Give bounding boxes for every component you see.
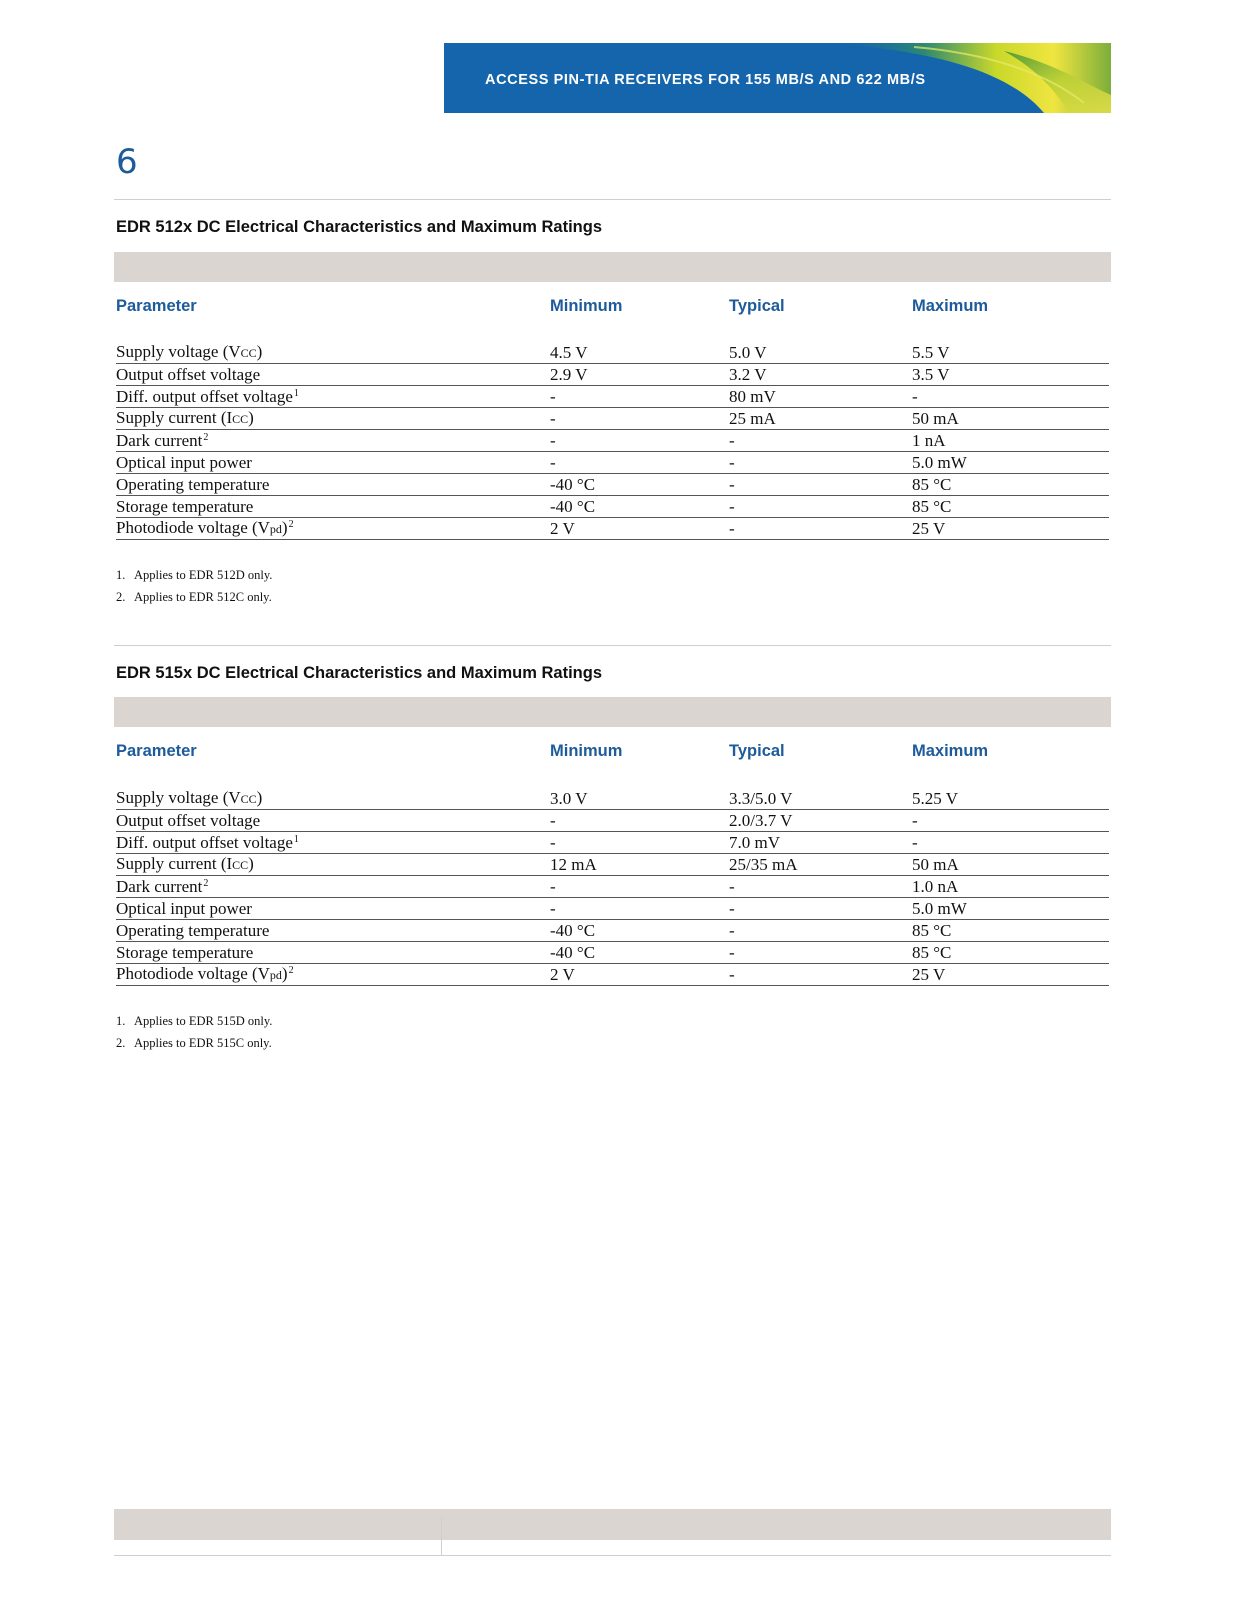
column-header-maximum: Maximum: [912, 742, 989, 760]
table-row: [116, 788, 1109, 810]
maximum-cell: 85 °C: [912, 475, 952, 494]
table-row: [116, 386, 1109, 408]
header-banner: [444, 43, 1111, 113]
maximum-cell: 25 V: [912, 965, 946, 984]
minimum-cell: 12 mA: [550, 855, 597, 874]
parameter-cell: Dark current$^2$: [116, 431, 209, 450]
table-row: [116, 452, 1109, 474]
minimum-cell: -: [550, 431, 556, 450]
maximum-cell: 5.25 V: [912, 789, 958, 808]
maximum-cell: 85 °C: [912, 497, 952, 516]
minimum-cell: 3.0 V: [550, 789, 588, 808]
column-header-maximum: Maximum: [912, 297, 989, 315]
table-row: [116, 810, 1109, 832]
minimum-cell: -40 °C: [550, 921, 596, 940]
footnote-marker: 1: [293, 388, 299, 399]
table-row: [116, 518, 1109, 540]
parameter-cell: Supply current (ICC): [116, 408, 254, 427]
maximum-cell: 1 nA: [912, 431, 946, 450]
minimum-cell: 2.9 V: [550, 365, 588, 384]
table-row: [116, 964, 1109, 986]
parameter-cell: Supply voltage (VCC): [116, 342, 263, 361]
maximum-cell: -: [912, 387, 918, 406]
typical-cell: 25 mA: [729, 409, 776, 428]
divider: [114, 645, 1111, 646]
footnote-marker: 1: [293, 834, 299, 845]
minimum-cell: -40 °C: [550, 475, 596, 494]
column-header-typical: Typical: [729, 742, 785, 760]
minimum-cell: -: [550, 387, 556, 406]
column-header-typical: Typical: [729, 297, 785, 315]
table-row: [116, 854, 1109, 876]
parameter-cell: Output offset voltage: [116, 811, 261, 830]
parameter-cell: Photodiode voltage (Vpd)$^2$: [116, 964, 294, 983]
maximum-cell: 25 V: [912, 519, 946, 538]
typical-cell: -: [729, 431, 735, 450]
parameter-cell: Optical input power: [116, 899, 252, 918]
maximum-cell: -: [912, 833, 918, 852]
parameter-cell: Diff. output offset voltage$^1$: [116, 833, 299, 852]
typical-cell: 5.0 V: [729, 343, 767, 362]
footer-bar: [114, 1509, 1111, 1540]
minimum-cell: -: [550, 899, 556, 918]
page-number: 6: [116, 142, 138, 182]
maximum-cell: 5.5 V: [912, 343, 950, 362]
table-row: [116, 408, 1109, 430]
column-header-minimum: Minimum: [550, 742, 623, 760]
table-row: [116, 920, 1109, 942]
minimum-cell: 2 V: [550, 965, 575, 984]
column-header-minimum: Minimum: [550, 297, 623, 315]
ratings-table-515: [116, 788, 1109, 986]
table-row: [116, 898, 1109, 920]
column-header-parameter: Parameter: [116, 297, 197, 315]
ratings-table-512: [116, 342, 1109, 540]
footnote-marker: 2: [288, 519, 294, 530]
table-row: [116, 474, 1109, 496]
section-title: EDR 515x DC Electrical Characteristics and Maximum Ratings: [116, 664, 603, 682]
parameter-cell: Operating temperature: [116, 475, 270, 494]
table-row: [116, 430, 1109, 452]
typical-cell: -: [729, 965, 735, 984]
footnote-marker: 2: [288, 965, 294, 976]
minimum-cell: -: [550, 453, 556, 472]
maximum-cell: 85 °C: [912, 921, 952, 940]
minimum-cell: -: [550, 811, 556, 830]
minimum-cell: 4.5 V: [550, 343, 588, 362]
parameter-cell: Storage temperature: [116, 497, 254, 516]
section-title: EDR 512x DC Electrical Characteristics and Maximum Ratings: [116, 218, 603, 236]
maximum-cell: 50 mA: [912, 855, 959, 874]
parameter-cell: Dark current$^2$: [116, 877, 209, 896]
minimum-cell: -40 °C: [550, 497, 596, 516]
parameter-cell: Output offset voltage: [116, 365, 261, 384]
typical-cell: -: [729, 475, 735, 494]
parameter-cell: Storage temperature: [116, 943, 254, 962]
minimum-cell: -: [550, 833, 556, 852]
maximum-cell: 50 mA: [912, 409, 959, 428]
footnote: 2. Applies to EDR 515C only.: [116, 1036, 272, 1050]
maximum-cell: 3.5 V: [912, 365, 950, 384]
minimum-cell: -: [550, 877, 556, 896]
footnote: 1. Applies to EDR 515D only.: [116, 1014, 273, 1028]
column-header-parameter: Parameter: [116, 742, 197, 760]
typical-cell: 80 mV: [729, 387, 776, 406]
typical-cell: -: [729, 943, 735, 962]
typical-cell: 25/35 mA: [729, 855, 798, 874]
minimum-cell: 2 V: [550, 519, 575, 538]
typical-cell: 2.0/3.7 V: [729, 811, 793, 830]
typical-cell: 3.3/5.0 V: [729, 789, 793, 808]
typical-cell: 7.0 mV: [729, 833, 780, 852]
table-row: [116, 876, 1109, 898]
parameter-cell: Supply voltage (VCC): [116, 788, 263, 807]
typical-cell: 3.2 V: [729, 365, 767, 384]
parameter-cell: Diff. output offset voltage$^1$: [116, 387, 299, 406]
maximum-cell: 5.0 mW: [912, 453, 967, 472]
maximum-cell: -: [912, 811, 918, 830]
footnote: 2. Applies to EDR 512C only.: [116, 590, 272, 604]
footer-divider: [441, 1516, 442, 1556]
parameter-cell: Operating temperature: [116, 921, 270, 940]
table-header-bar: [114, 697, 1111, 727]
typical-cell: -: [729, 497, 735, 516]
maximum-cell: 5.0 mW: [912, 899, 967, 918]
table-row: [116, 342, 1109, 364]
footer-rule: [114, 1555, 1111, 1556]
minimum-cell: -: [550, 409, 556, 428]
parameter-cell: Optical input power: [116, 453, 252, 472]
typical-cell: -: [729, 877, 735, 896]
table-row: [116, 364, 1109, 386]
typical-cell: -: [729, 453, 735, 472]
divider: [114, 199, 1111, 200]
parameter-cell: Photodiode voltage (Vpd)$^2$: [116, 518, 294, 537]
footnote: 1. Applies to EDR 512D only.: [116, 568, 273, 582]
footnote-marker: 2: [203, 878, 209, 889]
maximum-cell: 85 °C: [912, 943, 952, 962]
table-header-bar: [114, 252, 1111, 282]
parameter-cell: Supply current (ICC): [116, 854, 254, 873]
table-row: [116, 832, 1109, 854]
banner-title: ACCESS PIN-TIA RECEIVERS FOR 155 MB/S AND 622 MB/S: [485, 72, 926, 88]
footnote-marker: 2: [203, 432, 209, 443]
typical-cell: -: [729, 519, 735, 538]
minimum-cell: -40 °C: [550, 943, 596, 962]
typical-cell: -: [729, 899, 735, 918]
typical-cell: -: [729, 921, 735, 940]
maximum-cell: 1.0 nA: [912, 877, 959, 896]
